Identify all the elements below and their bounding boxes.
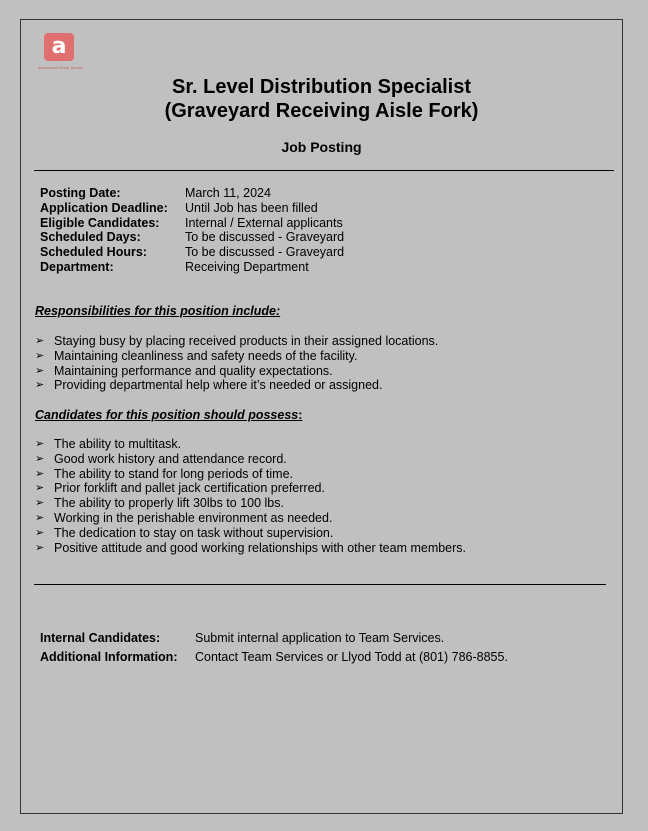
detail-value: March 11, 2024 [185, 186, 271, 200]
contact-info [40, 629, 508, 667]
arrow-bullet-icon: ➢ [35, 437, 45, 450]
list-item-text: Providing departmental help where it’s needed or assigned. [54, 378, 383, 393]
list-item-text: Maintaining cleanliness and safety needs of the facility. [54, 348, 358, 363]
detail-label: Application Deadline: [40, 200, 168, 215]
job-title-line-1: Sr. Level Distribution Specialist [172, 76, 471, 98]
list-item [35, 541, 466, 556]
arrow-bullet-icon: ➢ [35, 496, 45, 510]
posting-details [40, 186, 344, 275]
contact-value: Contact Team Services or Llyod Todd at (801) 786-8855. [195, 650, 508, 664]
list-item-text: Maintaining performance and quality expectations. [54, 363, 333, 378]
detail-row-application-deadline [40, 201, 344, 216]
list-item-text: Positive attitude and good working relationships with other team members. [54, 540, 467, 555]
logo-letter: a [51, 34, 67, 59]
detail-row-eligible-candidates [40, 216, 344, 231]
top-divider [34, 170, 614, 171]
contact-label: Internal Candidates: [40, 631, 161, 645]
list-item-text: The ability to multitask. [54, 437, 182, 451]
list-item [35, 496, 466, 511]
arrow-bullet-icon: ➢ [35, 334, 45, 347]
detail-row-department [40, 260, 344, 275]
list-item [35, 437, 466, 452]
qualifications-heading [35, 408, 302, 422]
bottom-divider [34, 584, 606, 585]
list-item [35, 364, 438, 379]
detail-value: Until Job has been filled [185, 200, 318, 215]
logo-mark [44, 33, 74, 61]
list-item [35, 378, 438, 393]
arrow-bullet-icon: ➢ [35, 540, 45, 554]
qualifications-heading-colon: : [298, 408, 303, 422]
detail-label: Eligible Candidates: [40, 215, 160, 230]
page-subtitle: Job Posting [281, 139, 362, 155]
detail-value: To be discussed - Graveyard [185, 245, 345, 260]
arrow-bullet-icon: ➢ [35, 525, 45, 539]
list-item [35, 481, 466, 496]
list-item-text: The ability to stand for long periods of time. [54, 466, 294, 481]
detail-row-scheduled-hours [40, 245, 344, 260]
contact-value: Submit internal application to Team Services. [195, 631, 445, 645]
arrow-bullet-icon: ➢ [35, 348, 45, 362]
job-title [21, 75, 622, 123]
job-title-line-2: (Graveyard Receiving Aisle Fork) [164, 100, 479, 122]
list-item [35, 467, 466, 482]
list-item-text: The ability to properly lift 30lbs to 100 lbs. [54, 496, 284, 511]
arrow-bullet-icon: ➢ [35, 481, 45, 495]
list-item [35, 526, 466, 541]
company-logo [38, 33, 87, 73]
list-item [35, 452, 466, 467]
list-item-text: Working in the perishable environment as needed. [54, 510, 333, 525]
list-item-text: The dedication to stay on task without supervision. [54, 525, 334, 540]
detail-row-scheduled-days [40, 230, 344, 245]
arrow-bullet-icon: ➢ [35, 378, 45, 392]
logo-tagline: Associated Food Stores [38, 65, 83, 70]
arrow-bullet-icon: ➢ [35, 363, 45, 377]
detail-label: Scheduled Days: [40, 230, 141, 245]
list-item-text: Staying busy by placing received products in their assigned locations. [54, 334, 439, 348]
list-item [35, 349, 438, 364]
arrow-bullet-icon: ➢ [35, 466, 45, 480]
contact-row-internal [40, 629, 508, 648]
responsibilities-list [35, 334, 438, 393]
contact-row-additional [40, 648, 508, 667]
detail-label: Scheduled Hours: [40, 245, 147, 260]
arrow-bullet-icon: ➢ [35, 510, 45, 524]
job-posting-page [20, 19, 623, 814]
detail-label: Department: [40, 259, 114, 274]
detail-value: Receiving Department [185, 259, 309, 274]
list-item [35, 334, 438, 349]
responsibilities-heading: Responsibilities for this position include: [35, 304, 281, 318]
list-item-text: Prior forklift and pallet jack certification preferred. [54, 481, 325, 496]
detail-label: Posting Date: [40, 186, 121, 200]
list-item-text: Good work history and attendance record. [54, 451, 287, 466]
qualifications-list [35, 437, 466, 555]
arrow-bullet-icon: ➢ [35, 451, 45, 465]
list-item [35, 511, 466, 526]
qualifications-heading-text: Candidates for this position should possess [35, 408, 299, 422]
detail-value: Internal / External applicants [185, 215, 343, 230]
contact-label: Additional Information: [40, 650, 178, 664]
detail-row-posting-date [40, 186, 344, 201]
detail-value: To be discussed - Graveyard [185, 230, 345, 245]
